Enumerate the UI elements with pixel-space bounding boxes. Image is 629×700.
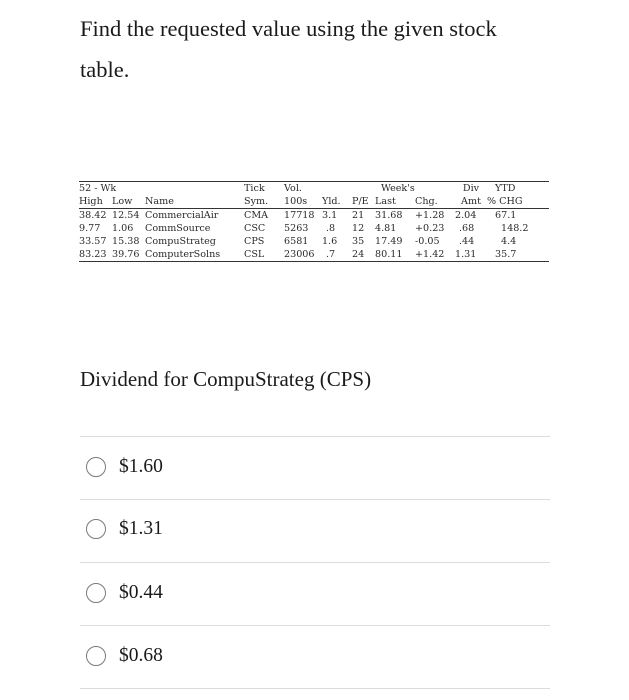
table-cell: 31.68 <box>375 210 403 221</box>
header-cell: Tick <box>244 183 265 194</box>
table-cell: 1.06 <box>112 223 134 234</box>
header-cell: Amt <box>461 196 481 207</box>
option-label: $1.31 <box>119 518 163 539</box>
divider <box>80 688 550 689</box>
table-cell: 5263 <box>284 223 309 234</box>
table-cell: CSL <box>244 249 265 260</box>
option-0-44[interactable] <box>86 578 163 608</box>
table-cell: CommSource <box>145 223 211 234</box>
option-label: $0.44 <box>119 582 163 603</box>
table-cell: .68 <box>459 223 475 234</box>
option-1-31[interactable] <box>86 514 163 544</box>
table-cell: CompuStrateg <box>145 236 216 247</box>
question-text: Find the requested value using the given stock table. <box>80 16 497 82</box>
divider <box>80 625 550 626</box>
header-cell: Vol. <box>284 183 302 194</box>
header-cell: Week's <box>381 183 415 194</box>
header-cell: Div <box>462 183 480 194</box>
table-cell: 23006 <box>284 249 315 260</box>
table-cell: 17718 <box>284 210 315 221</box>
table-cell: 12.54 <box>112 210 140 221</box>
table-cell: CommercialAir <box>145 210 219 221</box>
header-cell: Last <box>375 196 396 207</box>
header-cell <box>352 182 375 196</box>
divider <box>80 499 550 500</box>
table-cell: .8 <box>326 223 336 234</box>
header-cell: Yld. <box>322 196 341 207</box>
table-cell: .44 <box>459 236 475 247</box>
table-row <box>79 248 549 262</box>
table-cell: +0.23 <box>415 223 445 234</box>
stock-table <box>79 181 549 262</box>
header-cell <box>112 182 145 196</box>
radio-button-icon[interactable] <box>86 646 106 666</box>
header-cell: 52 - Wk <box>79 183 117 194</box>
table-header-row <box>79 182 549 196</box>
table-cell: 83.23 <box>79 249 107 260</box>
table-cell: CSC <box>244 223 266 234</box>
header-cell: Low <box>112 196 133 207</box>
header-cell: Sym. <box>244 196 269 207</box>
radio-button-icon[interactable] <box>86 519 106 539</box>
table-cell: 4.4 <box>501 236 517 247</box>
table-cell: 17.49 <box>375 236 403 247</box>
table-cell: 80.11 <box>375 249 403 260</box>
table-cell: 38.42 <box>79 210 107 221</box>
table-cell: -0.05 <box>415 236 440 247</box>
table-row <box>79 209 549 223</box>
table-cell: +1.42 <box>415 249 445 260</box>
header-cell: High <box>79 196 103 207</box>
table-cell: 24 <box>352 249 365 260</box>
header-cell: Name <box>145 196 174 207</box>
table-cell: 15.38 <box>112 236 140 247</box>
header-cell: Chg. <box>415 196 438 207</box>
divider <box>80 562 550 563</box>
radio-button-icon[interactable] <box>86 583 106 603</box>
table-cell: .7 <box>326 249 336 260</box>
option-0-68[interactable] <box>86 641 163 671</box>
header-cell: YTD <box>495 183 516 194</box>
header-cell <box>145 182 244 196</box>
table-cell: 35.7 <box>495 249 517 260</box>
header-cell: P/E <box>352 196 369 207</box>
table-cell: 2.04 <box>455 210 477 221</box>
table-cell: 67.1 <box>495 210 517 221</box>
header-cell <box>415 182 455 196</box>
header-cell <box>322 182 352 196</box>
table-cell: 35 <box>352 236 365 247</box>
prompt-text: Dividend for CompuStrateg (CPS) <box>80 367 372 391</box>
option-1-60[interactable] <box>86 452 163 482</box>
header-cell: % CHG <box>487 196 523 207</box>
option-label: $1.60 <box>119 456 163 477</box>
table-cell: 1.6 <box>322 236 338 247</box>
table-cell: +1.28 <box>415 210 445 221</box>
option-label: $0.68 <box>119 645 163 666</box>
table-cell: ComputerSolns <box>145 249 221 260</box>
table-header-row <box>79 195 549 209</box>
table-cell: CMA <box>244 210 269 221</box>
table-cell: 9.77 <box>79 223 101 234</box>
table-row <box>79 222 549 235</box>
table-cell: 148.2 <box>501 223 529 234</box>
table-cell: 33.57 <box>79 236 107 247</box>
table-cell: 4.81 <box>375 223 397 234</box>
radio-button-icon[interactable] <box>86 457 106 477</box>
table-cell: 6581 <box>284 236 309 247</box>
header-cell: 100s <box>284 196 308 207</box>
table-cell: 3.1 <box>322 210 338 221</box>
table-cell: 12 <box>352 223 365 234</box>
table-row <box>79 235 549 248</box>
divider <box>80 436 550 437</box>
table-cell: 21 <box>352 210 365 221</box>
table-cell: CPS <box>244 236 265 247</box>
table-cell: 1.31 <box>455 249 477 260</box>
table-cell: 39.76 <box>112 249 140 260</box>
